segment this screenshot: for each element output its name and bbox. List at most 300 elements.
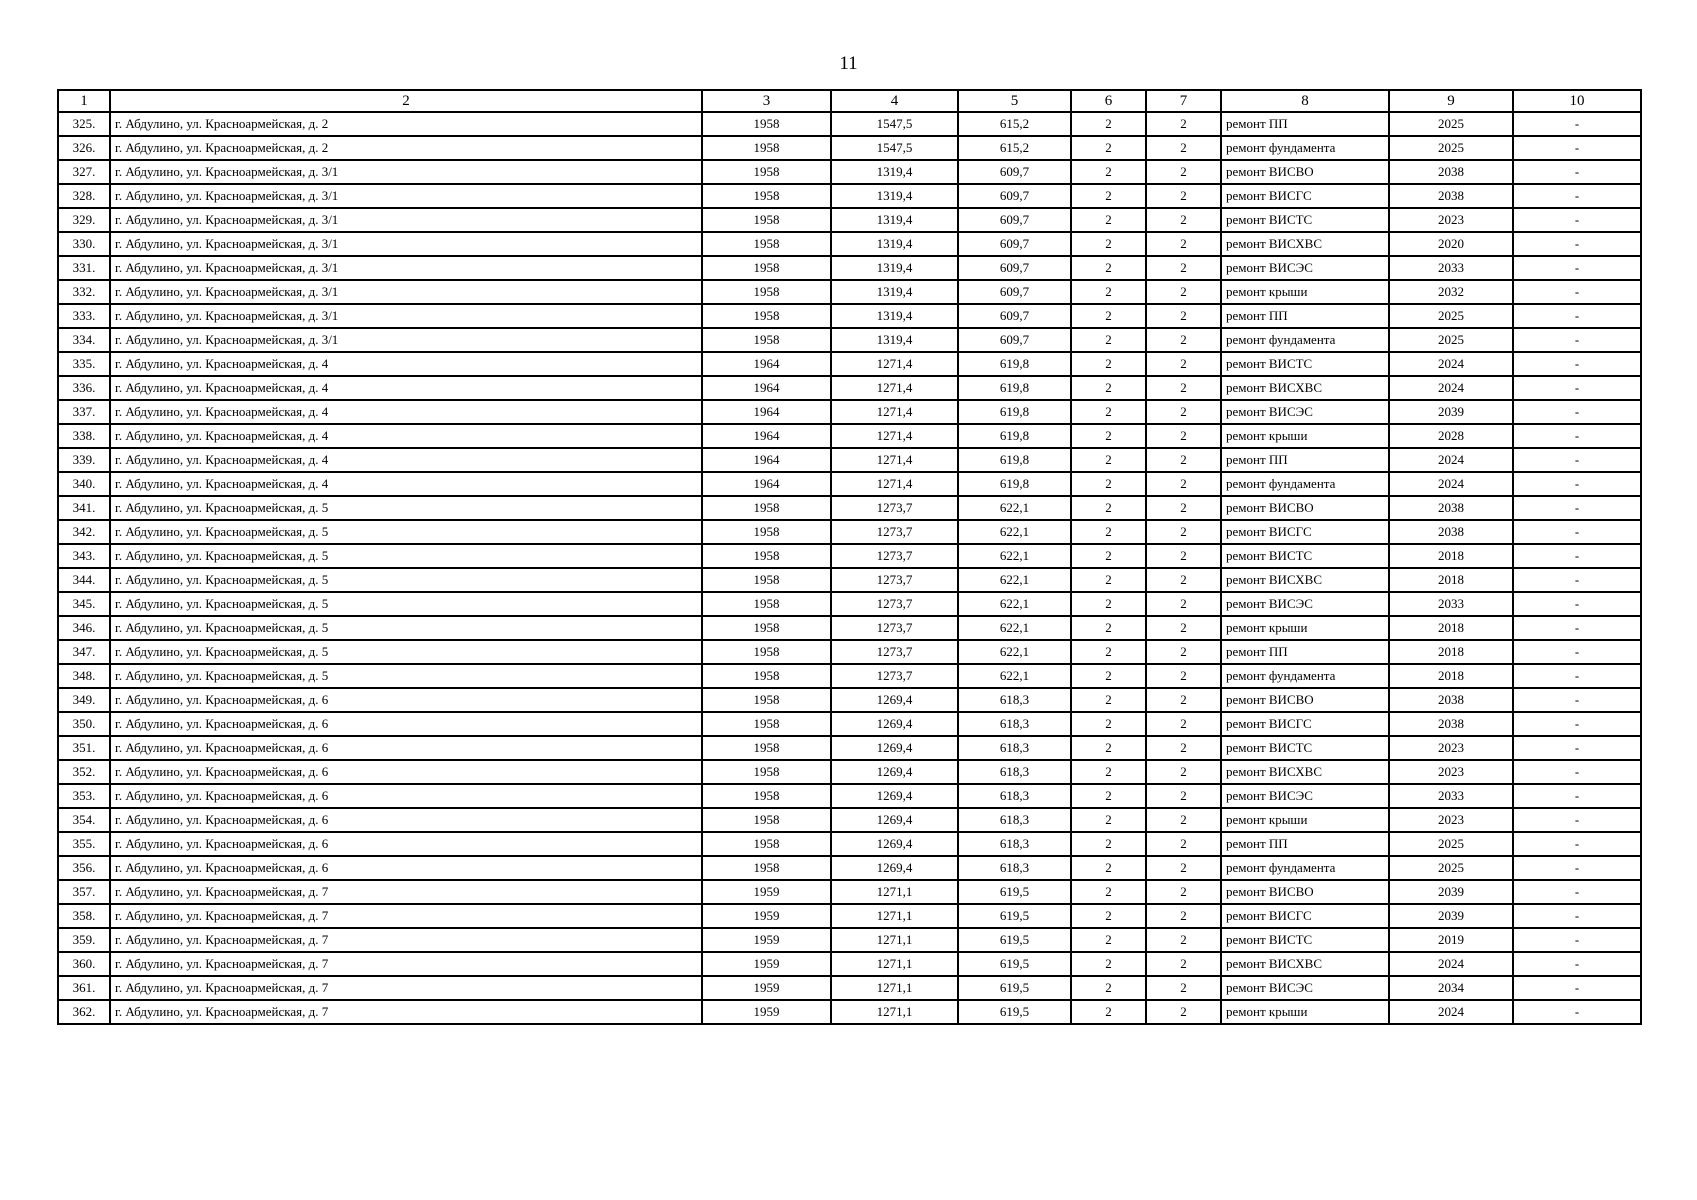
cell-address: г. Абдулино, ул. Красноармейская, д. 2 — [110, 112, 702, 136]
cell-year-built: 1958 — [702, 760, 831, 784]
table-row — [58, 1000, 1641, 1024]
cell-work-type: ремонт крыши — [1221, 424, 1389, 448]
table-row — [58, 544, 1641, 568]
cell-floors: 2 — [1071, 520, 1146, 544]
table-row — [58, 352, 1641, 376]
cell-note: - — [1513, 400, 1641, 424]
cell-floors: 2 — [1071, 256, 1146, 280]
cell-living-area: 622,1 — [958, 616, 1071, 640]
cell-year-built: 1958 — [702, 832, 831, 856]
cell-total-area: 1269,4 — [831, 784, 958, 808]
cell-floors: 2 — [1071, 136, 1146, 160]
cell-total-area: 1273,7 — [831, 496, 958, 520]
cell-year-built: 1959 — [702, 880, 831, 904]
cell-note: - — [1513, 928, 1641, 952]
cell-total-area: 1273,7 — [831, 640, 958, 664]
cell-work-type: ремонт ВИСГС — [1221, 520, 1389, 544]
cell-row-number: 355. — [58, 832, 110, 856]
header-row — [58, 90, 1641, 112]
cell-work-type: ремонт ВИСЭС — [1221, 784, 1389, 808]
cell-floors: 2 — [1071, 232, 1146, 256]
cell-entrances: 2 — [1146, 880, 1221, 904]
cell-work-type: ремонт ВИСХВС — [1221, 232, 1389, 256]
cell-address: г. Абдулино, ул. Красноармейская, д. 6 — [110, 784, 702, 808]
cell-entrances: 2 — [1146, 376, 1221, 400]
cell-year-built: 1958 — [702, 856, 831, 880]
table-row — [58, 736, 1641, 760]
cell-address: г. Абдулино, ул. Красноармейская, д. 5 — [110, 616, 702, 640]
cell-entrances: 2 — [1146, 472, 1221, 496]
cell-planned-year: 2025 — [1389, 856, 1513, 880]
cell-row-number: 331. — [58, 256, 110, 280]
table-row — [58, 304, 1641, 328]
cell-entrances: 2 — [1146, 280, 1221, 304]
cell-planned-year: 2024 — [1389, 448, 1513, 472]
cell-note: - — [1513, 328, 1641, 352]
cell-note: - — [1513, 424, 1641, 448]
table-row — [58, 496, 1641, 520]
cell-address: г. Абдулино, ул. Красноармейская, д. 4 — [110, 448, 702, 472]
cell-total-area: 1271,1 — [831, 904, 958, 928]
cell-entrances: 2 — [1146, 856, 1221, 880]
cell-total-area: 1547,5 — [831, 112, 958, 136]
cell-living-area: 618,3 — [958, 856, 1071, 880]
cell-row-number: 342. — [58, 520, 110, 544]
cell-living-area: 622,1 — [958, 544, 1071, 568]
cell-living-area: 618,3 — [958, 688, 1071, 712]
column-header: 2 — [110, 90, 702, 112]
cell-planned-year: 2023 — [1389, 808, 1513, 832]
cell-planned-year: 2025 — [1389, 136, 1513, 160]
cell-entrances: 2 — [1146, 184, 1221, 208]
cell-note: - — [1513, 904, 1641, 928]
cell-work-type: ремонт ВИСЭС — [1221, 592, 1389, 616]
cell-address: г. Абдулино, ул. Красноармейская, д. 4 — [110, 352, 702, 376]
cell-year-built: 1958 — [702, 328, 831, 352]
cell-floors: 2 — [1071, 856, 1146, 880]
cell-work-type: ремонт фундамента — [1221, 328, 1389, 352]
cell-address: г. Абдулино, ул. Красноармейская, д. 2 — [110, 136, 702, 160]
cell-living-area: 618,3 — [958, 832, 1071, 856]
cell-planned-year: 2038 — [1389, 688, 1513, 712]
cell-total-area: 1273,7 — [831, 520, 958, 544]
cell-year-built: 1958 — [702, 592, 831, 616]
cell-living-area: 622,1 — [958, 640, 1071, 664]
cell-note: - — [1513, 832, 1641, 856]
cell-planned-year: 2019 — [1389, 928, 1513, 952]
cell-total-area: 1319,4 — [831, 280, 958, 304]
cell-entrances: 2 — [1146, 496, 1221, 520]
cell-living-area: 619,5 — [958, 928, 1071, 952]
column-header: 8 — [1221, 90, 1389, 112]
table-row — [58, 832, 1641, 856]
cell-entrances: 2 — [1146, 712, 1221, 736]
cell-row-number: 337. — [58, 400, 110, 424]
cell-entrances: 2 — [1146, 424, 1221, 448]
cell-total-area: 1273,7 — [831, 544, 958, 568]
cell-planned-year: 2025 — [1389, 328, 1513, 352]
cell-floors: 2 — [1071, 928, 1146, 952]
cell-living-area: 619,8 — [958, 424, 1071, 448]
cell-planned-year: 2023 — [1389, 208, 1513, 232]
cell-living-area: 618,3 — [958, 808, 1071, 832]
cell-year-built: 1958 — [702, 616, 831, 640]
cell-living-area: 619,5 — [958, 880, 1071, 904]
cell-row-number: 357. — [58, 880, 110, 904]
cell-row-number: 354. — [58, 808, 110, 832]
cell-note: - — [1513, 1000, 1641, 1024]
cell-entrances: 2 — [1146, 640, 1221, 664]
cell-entrances: 2 — [1146, 664, 1221, 688]
cell-work-type: ремонт ВИСВО — [1221, 496, 1389, 520]
table-row — [58, 280, 1641, 304]
cell-total-area: 1271,4 — [831, 472, 958, 496]
cell-floors: 2 — [1071, 832, 1146, 856]
cell-work-type: ремонт ВИСТС — [1221, 352, 1389, 376]
cell-floors: 2 — [1071, 304, 1146, 328]
cell-entrances: 2 — [1146, 808, 1221, 832]
cell-living-area: 609,7 — [958, 304, 1071, 328]
table-row — [58, 592, 1641, 616]
cell-floors: 2 — [1071, 400, 1146, 424]
cell-note: - — [1513, 736, 1641, 760]
cell-year-built: 1964 — [702, 376, 831, 400]
cell-total-area: 1271,4 — [831, 424, 958, 448]
cell-total-area: 1269,4 — [831, 856, 958, 880]
cell-living-area: 609,7 — [958, 328, 1071, 352]
cell-row-number: 341. — [58, 496, 110, 520]
cell-year-built: 1958 — [702, 232, 831, 256]
cell-floors: 2 — [1071, 1000, 1146, 1024]
cell-total-area: 1269,4 — [831, 808, 958, 832]
cell-planned-year: 2024 — [1389, 472, 1513, 496]
cell-row-number: 362. — [58, 1000, 110, 1024]
cell-floors: 2 — [1071, 784, 1146, 808]
cell-entrances: 2 — [1146, 928, 1221, 952]
cell-row-number: 360. — [58, 952, 110, 976]
cell-living-area: 618,3 — [958, 784, 1071, 808]
cell-entrances: 2 — [1146, 976, 1221, 1000]
table-row — [58, 880, 1641, 904]
cell-work-type: ремонт фундамента — [1221, 472, 1389, 496]
cell-note: - — [1513, 976, 1641, 1000]
cell-row-number: 353. — [58, 784, 110, 808]
cell-planned-year: 2024 — [1389, 376, 1513, 400]
cell-planned-year: 2023 — [1389, 760, 1513, 784]
cell-year-built: 1958 — [702, 520, 831, 544]
table-row — [58, 184, 1641, 208]
cell-living-area: 609,7 — [958, 184, 1071, 208]
cell-floors: 2 — [1071, 208, 1146, 232]
cell-total-area: 1271,1 — [831, 928, 958, 952]
cell-living-area: 619,8 — [958, 472, 1071, 496]
cell-year-built: 1958 — [702, 568, 831, 592]
cell-row-number: 351. — [58, 736, 110, 760]
cell-floors: 2 — [1071, 472, 1146, 496]
cell-total-area: 1271,4 — [831, 400, 958, 424]
cell-work-type: ремонт ВИСВО — [1221, 880, 1389, 904]
cell-row-number: 358. — [58, 904, 110, 928]
cell-note: - — [1513, 256, 1641, 280]
cell-planned-year: 2025 — [1389, 112, 1513, 136]
cell-address: г. Абдулино, ул. Красноармейская, д. 3/1 — [110, 208, 702, 232]
cell-work-type: ремонт ВИСХВС — [1221, 952, 1389, 976]
cell-floors: 2 — [1071, 952, 1146, 976]
cell-planned-year: 2024 — [1389, 352, 1513, 376]
cell-entrances: 2 — [1146, 736, 1221, 760]
cell-address: г. Абдулино, ул. Красноармейская, д. 7 — [110, 928, 702, 952]
cell-floors: 2 — [1071, 712, 1146, 736]
cell-year-built: 1958 — [702, 808, 831, 832]
cell-row-number: 334. — [58, 328, 110, 352]
cell-work-type: ремонт ПП — [1221, 640, 1389, 664]
cell-floors: 2 — [1071, 112, 1146, 136]
cell-living-area: 619,8 — [958, 400, 1071, 424]
table-row — [58, 376, 1641, 400]
cell-work-type: ремонт ВИСВО — [1221, 160, 1389, 184]
cell-total-area: 1273,7 — [831, 592, 958, 616]
cell-row-number: 359. — [58, 928, 110, 952]
cell-note: - — [1513, 448, 1641, 472]
table-row — [58, 664, 1641, 688]
cell-year-built: 1958 — [702, 112, 831, 136]
cell-living-area: 619,8 — [958, 376, 1071, 400]
cell-entrances: 2 — [1146, 832, 1221, 856]
cell-floors: 2 — [1071, 976, 1146, 1000]
cell-row-number: 332. — [58, 280, 110, 304]
cell-living-area: 622,1 — [958, 496, 1071, 520]
cell-note: - — [1513, 664, 1641, 688]
cell-address: г. Абдулино, ул. Красноармейская, д. 7 — [110, 952, 702, 976]
cell-floors: 2 — [1071, 328, 1146, 352]
cell-note: - — [1513, 280, 1641, 304]
cell-total-area: 1319,4 — [831, 328, 958, 352]
cell-row-number: 345. — [58, 592, 110, 616]
column-header: 10 — [1513, 90, 1641, 112]
cell-address: г. Абдулино, ул. Красноармейская, д. 6 — [110, 832, 702, 856]
cell-year-built: 1958 — [702, 640, 831, 664]
cell-work-type: ремонт ВИСЭС — [1221, 256, 1389, 280]
cell-work-type: ремонт ВИСЭС — [1221, 976, 1389, 1000]
cell-address: г. Абдулино, ул. Красноармейская, д. 5 — [110, 544, 702, 568]
cell-note: - — [1513, 472, 1641, 496]
cell-note: - — [1513, 160, 1641, 184]
cell-total-area: 1319,4 — [831, 160, 958, 184]
table-row — [58, 160, 1641, 184]
cell-address: г. Абдулино, ул. Красноармейская, д. 5 — [110, 592, 702, 616]
cell-row-number: 326. — [58, 136, 110, 160]
cell-living-area: 619,8 — [958, 448, 1071, 472]
cell-entrances: 2 — [1146, 352, 1221, 376]
cell-year-built: 1964 — [702, 448, 831, 472]
cell-entrances: 2 — [1146, 160, 1221, 184]
cell-planned-year: 2033 — [1389, 784, 1513, 808]
cell-floors: 2 — [1071, 616, 1146, 640]
column-header: 7 — [1146, 90, 1221, 112]
cell-note: - — [1513, 784, 1641, 808]
cell-entrances: 2 — [1146, 904, 1221, 928]
table-row — [58, 712, 1641, 736]
cell-work-type: ремонт ПП — [1221, 304, 1389, 328]
cell-address: г. Абдулино, ул. Красноармейская, д. 6 — [110, 808, 702, 832]
cell-note: - — [1513, 376, 1641, 400]
cell-address: г. Абдулино, ул. Красноармейская, д. 5 — [110, 496, 702, 520]
cell-living-area: 619,5 — [958, 904, 1071, 928]
cell-work-type: ремонт ВИСГС — [1221, 184, 1389, 208]
cell-note: - — [1513, 304, 1641, 328]
cell-entrances: 2 — [1146, 232, 1221, 256]
cell-entrances: 2 — [1146, 616, 1221, 640]
cell-total-area: 1271,1 — [831, 1000, 958, 1024]
cell-work-type: ремонт ПП — [1221, 832, 1389, 856]
table-row — [58, 784, 1641, 808]
table-body — [58, 112, 1641, 1024]
cell-note: - — [1513, 520, 1641, 544]
cell-planned-year: 2033 — [1389, 592, 1513, 616]
cell-work-type: ремонт ВИСТС — [1221, 544, 1389, 568]
cell-planned-year: 2034 — [1389, 976, 1513, 1000]
cell-year-built: 1958 — [702, 544, 831, 568]
cell-year-built: 1958 — [702, 664, 831, 688]
table-row — [58, 328, 1641, 352]
cell-address: г. Абдулино, ул. Красноармейская, д. 3/1 — [110, 160, 702, 184]
cell-living-area: 622,1 — [958, 568, 1071, 592]
cell-living-area: 622,1 — [958, 592, 1071, 616]
cell-planned-year: 2039 — [1389, 880, 1513, 904]
cell-year-built: 1958 — [702, 784, 831, 808]
cell-note: - — [1513, 880, 1641, 904]
cell-row-number: 343. — [58, 544, 110, 568]
cell-year-built: 1959 — [702, 1000, 831, 1024]
cell-floors: 2 — [1071, 880, 1146, 904]
cell-address: г. Абдулино, ул. Красноармейская, д. 6 — [110, 712, 702, 736]
cell-total-area: 1271,4 — [831, 376, 958, 400]
cell-row-number: 327. — [58, 160, 110, 184]
cell-work-type: ремонт ПП — [1221, 448, 1389, 472]
cell-entrances: 2 — [1146, 568, 1221, 592]
cell-year-built: 1959 — [702, 952, 831, 976]
table-row — [58, 856, 1641, 880]
cell-total-area: 1269,4 — [831, 712, 958, 736]
cell-total-area: 1269,4 — [831, 760, 958, 784]
page-number: 11 — [839, 53, 858, 74]
cell-address: г. Абдулино, ул. Красноармейская, д. 5 — [110, 664, 702, 688]
table-row — [58, 424, 1641, 448]
cell-floors: 2 — [1071, 664, 1146, 688]
cell-note: - — [1513, 856, 1641, 880]
cell-floors: 2 — [1071, 352, 1146, 376]
cell-year-built: 1959 — [702, 976, 831, 1000]
cell-living-area: 618,3 — [958, 760, 1071, 784]
cell-total-area: 1319,4 — [831, 232, 958, 256]
cell-note: - — [1513, 760, 1641, 784]
cell-floors: 2 — [1071, 904, 1146, 928]
column-header: 1 — [58, 90, 110, 112]
cell-address: г. Абдулино, ул. Красноармейская, д. 7 — [110, 904, 702, 928]
cell-year-built: 1958 — [702, 712, 831, 736]
cell-address: г. Абдулино, ул. Красноармейская, д. 5 — [110, 640, 702, 664]
cell-work-type: ремонт ВИСГС — [1221, 904, 1389, 928]
cell-planned-year: 2018 — [1389, 664, 1513, 688]
cell-year-built: 1958 — [702, 304, 831, 328]
table-row — [58, 400, 1641, 424]
cell-entrances: 2 — [1146, 112, 1221, 136]
cell-note: - — [1513, 640, 1641, 664]
table-row — [58, 568, 1641, 592]
cell-address: г. Абдулино, ул. Красноармейская, д. 3/1 — [110, 328, 702, 352]
cell-address: г. Абдулино, ул. Красноармейская, д. 3/1 — [110, 304, 702, 328]
cell-living-area: 618,3 — [958, 712, 1071, 736]
cell-floors: 2 — [1071, 184, 1146, 208]
table-row — [58, 760, 1641, 784]
cell-planned-year: 2018 — [1389, 544, 1513, 568]
cell-total-area: 1271,4 — [831, 448, 958, 472]
cell-floors: 2 — [1071, 448, 1146, 472]
cell-address: г. Абдулино, ул. Красноармейская, д. 6 — [110, 760, 702, 784]
cell-planned-year: 2025 — [1389, 832, 1513, 856]
cell-year-built: 1959 — [702, 904, 831, 928]
cell-floors: 2 — [1071, 640, 1146, 664]
cell-year-built: 1958 — [702, 136, 831, 160]
cell-year-built: 1958 — [702, 184, 831, 208]
cell-total-area: 1271,1 — [831, 952, 958, 976]
cell-address: г. Абдулино, ул. Красноармейская, д. 6 — [110, 688, 702, 712]
cell-living-area: 618,3 — [958, 736, 1071, 760]
cell-note: - — [1513, 352, 1641, 376]
cell-floors: 2 — [1071, 424, 1146, 448]
cell-floors: 2 — [1071, 544, 1146, 568]
cell-row-number: 325. — [58, 112, 110, 136]
table-row — [58, 688, 1641, 712]
column-header: 4 — [831, 90, 958, 112]
column-header: 6 — [1071, 90, 1146, 112]
cell-total-area: 1269,4 — [831, 832, 958, 856]
cell-note: - — [1513, 232, 1641, 256]
cell-row-number: 361. — [58, 976, 110, 1000]
cell-note: - — [1513, 616, 1641, 640]
cell-row-number: 347. — [58, 640, 110, 664]
cell-total-area: 1273,7 — [831, 616, 958, 640]
cell-entrances: 2 — [1146, 136, 1221, 160]
table-row — [58, 808, 1641, 832]
cell-floors: 2 — [1071, 568, 1146, 592]
cell-row-number: 336. — [58, 376, 110, 400]
cell-living-area: 619,5 — [958, 1000, 1071, 1024]
table-row — [58, 208, 1641, 232]
table-row — [58, 448, 1641, 472]
cell-entrances: 2 — [1146, 256, 1221, 280]
cell-work-type: ремонт фундамента — [1221, 664, 1389, 688]
table-row — [58, 640, 1641, 664]
column-header: 5 — [958, 90, 1071, 112]
cell-address: г. Абдулино, ул. Красноармейская, д. 4 — [110, 472, 702, 496]
cell-floors: 2 — [1071, 376, 1146, 400]
cell-row-number: 349. — [58, 688, 110, 712]
cell-total-area: 1319,4 — [831, 208, 958, 232]
cell-total-area: 1269,4 — [831, 688, 958, 712]
cell-floors: 2 — [1071, 760, 1146, 784]
table-row — [58, 928, 1641, 952]
cell-living-area: 609,7 — [958, 280, 1071, 304]
cell-note: - — [1513, 136, 1641, 160]
cell-note: - — [1513, 688, 1641, 712]
cell-address: г. Абдулино, ул. Красноармейская, д. 5 — [110, 568, 702, 592]
cell-note: - — [1513, 496, 1641, 520]
cell-row-number: 352. — [58, 760, 110, 784]
column-header: 9 — [1389, 90, 1513, 112]
cell-note: - — [1513, 952, 1641, 976]
cell-entrances: 2 — [1146, 544, 1221, 568]
